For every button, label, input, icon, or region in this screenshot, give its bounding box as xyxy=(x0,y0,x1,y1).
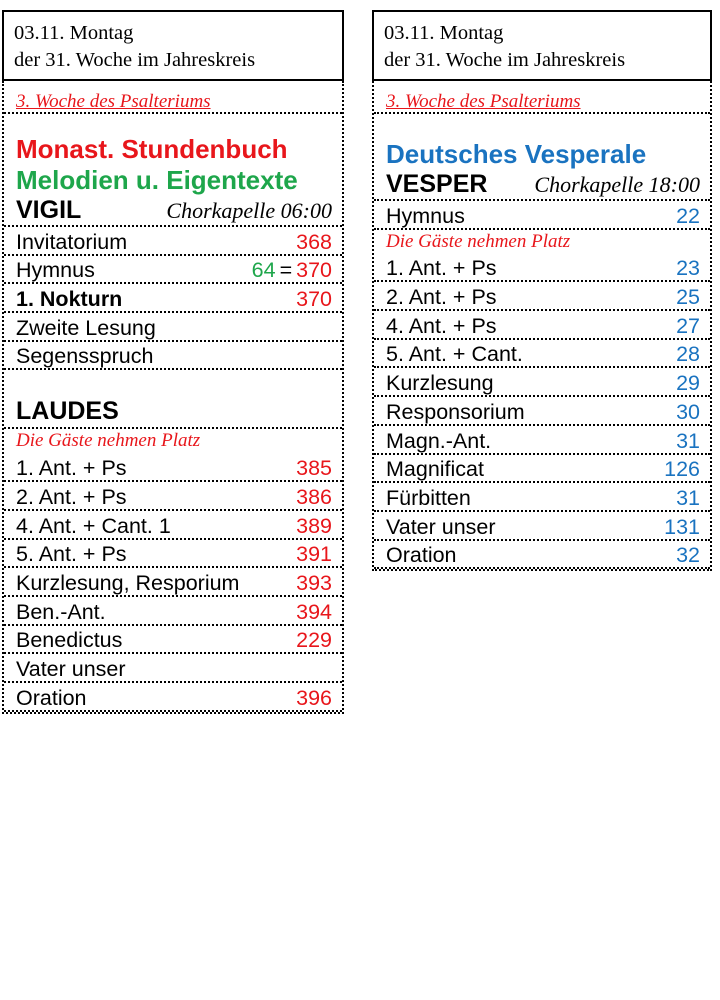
schedule-card-morning xyxy=(2,10,344,714)
card-body xyxy=(2,81,344,714)
page-number: 25 xyxy=(676,285,700,310)
page-number: 31 xyxy=(676,428,700,453)
date-line-2: der 31. Woche im Jahreskreis xyxy=(14,49,256,71)
item-label: Invitatorium xyxy=(16,229,128,254)
page-number: 30 xyxy=(676,399,700,424)
schedule-card-evening xyxy=(372,10,712,571)
page-number: 23 xyxy=(676,256,700,281)
item-label: Segensspruch xyxy=(16,344,154,369)
psalter-week: 3. Woche des Psalteriums xyxy=(374,81,710,114)
list-item xyxy=(374,311,710,340)
page-number-alt: 64 xyxy=(251,258,276,283)
page-number: 385 xyxy=(296,456,332,481)
item-label: 1. Ant. + Ps xyxy=(386,256,497,281)
guests-note: Die Gäste nehmen Platz xyxy=(16,430,201,452)
list-item xyxy=(4,227,342,256)
item-label: 1. Nokturn xyxy=(16,287,123,312)
list-item xyxy=(4,626,342,655)
item-label: Benedictus xyxy=(16,628,123,653)
page-number: 396 xyxy=(296,685,332,710)
equals-sign: = xyxy=(279,258,293,283)
item-label: Zweite Lesung xyxy=(16,315,156,340)
page-number: 391 xyxy=(296,542,332,567)
vigil-place-time: Chorkapelle 06:00 xyxy=(166,198,332,223)
page-number: 394 xyxy=(296,599,332,624)
item-label: 2. Ant. + Ps xyxy=(16,484,127,509)
list-item xyxy=(374,254,710,283)
list-item xyxy=(374,368,710,397)
page-number: 29 xyxy=(676,371,700,396)
laudes-title: LAUDES xyxy=(4,396,342,429)
list-item xyxy=(374,541,710,570)
list-item xyxy=(4,654,342,683)
page-number: 368 xyxy=(296,229,332,254)
item-label: 5. Ant. + Ps xyxy=(16,542,127,567)
page-number-group xyxy=(252,258,332,282)
date-line-2: der 31. Woche im Jahreskreis xyxy=(384,49,626,71)
list-item xyxy=(4,342,342,371)
vigil-title: VIGIL xyxy=(16,196,82,224)
guests-note: Die Gäste nehmen Platz xyxy=(386,230,571,252)
page-number: 27 xyxy=(676,313,700,338)
list-item xyxy=(4,540,342,569)
list-item xyxy=(4,256,342,285)
item-label: 4. Ant. + Ps xyxy=(386,313,497,338)
page-number: 31 xyxy=(676,485,700,510)
page-number: 126 xyxy=(664,457,700,482)
item-label: Magnificat xyxy=(386,457,484,482)
list-item xyxy=(374,512,710,541)
item-label: Oration xyxy=(16,685,87,710)
item-label: Oration xyxy=(386,543,457,568)
item-label: Kurzlesung, Resporium xyxy=(16,570,240,595)
item-label: Ben.-Ant. xyxy=(16,599,106,624)
page-number: 32 xyxy=(676,543,700,568)
card-body xyxy=(372,81,712,571)
date-header xyxy=(372,10,712,81)
list-item xyxy=(4,683,342,712)
list-item xyxy=(4,284,342,313)
page-number: 22 xyxy=(676,203,700,228)
psalter-week: 3. Woche des Psalteriums xyxy=(4,81,342,114)
vesper-place-time: Chorkapelle 18:00 xyxy=(534,172,700,197)
page-number: 389 xyxy=(296,513,332,538)
date-line-1: 03.11. Montag xyxy=(14,22,134,44)
page-number: 370 xyxy=(296,258,332,283)
page-number: 386 xyxy=(296,484,332,509)
list-item xyxy=(374,282,710,311)
book-title-melodies: Melodien u. Eigentexte xyxy=(16,165,298,195)
list-item xyxy=(374,426,710,455)
vesper-header xyxy=(374,170,710,201)
item-label: Fürbitten xyxy=(386,485,471,510)
item-label: 4. Ant. + Cant. 1 xyxy=(16,513,171,538)
vesper-title: VESPER xyxy=(386,170,488,198)
page-number: 28 xyxy=(676,342,700,367)
item-label: Kurzlesung xyxy=(386,371,494,396)
book-title-vesperale: Deutsches Vesperale xyxy=(386,139,647,169)
list-item xyxy=(374,201,710,230)
list-item xyxy=(4,313,342,342)
item-label: 5. Ant. + Cant. xyxy=(386,342,523,367)
page-number: 393 xyxy=(296,570,332,595)
vigil-header xyxy=(4,196,342,227)
item-label: Magn.-Ant. xyxy=(386,428,492,453)
list-item xyxy=(4,482,342,511)
list-item xyxy=(4,453,342,482)
page-number: 131 xyxy=(664,514,700,539)
item-label: 1. Ant. + Ps xyxy=(16,456,127,481)
item-label: Hymnus xyxy=(16,258,95,283)
list-item xyxy=(4,597,342,626)
date-line-1: 03.11. Montag xyxy=(384,22,504,44)
item-label: Responsorium xyxy=(386,399,525,424)
list-item xyxy=(374,455,710,484)
date-header xyxy=(2,10,344,81)
list-item xyxy=(374,397,710,426)
item-label: 2. Ant. + Ps xyxy=(386,285,497,310)
page-number: 370 xyxy=(296,287,332,312)
item-label: Vater unser xyxy=(386,514,496,539)
list-item xyxy=(4,511,342,540)
list-item xyxy=(374,340,710,369)
page-number: 229 xyxy=(296,628,332,653)
item-label: Vater unser xyxy=(16,656,126,681)
list-item xyxy=(4,568,342,597)
book-title-monastic: Monast. Stundenbuch xyxy=(16,134,288,164)
item-label: Hymnus xyxy=(386,203,465,228)
list-item xyxy=(374,483,710,512)
